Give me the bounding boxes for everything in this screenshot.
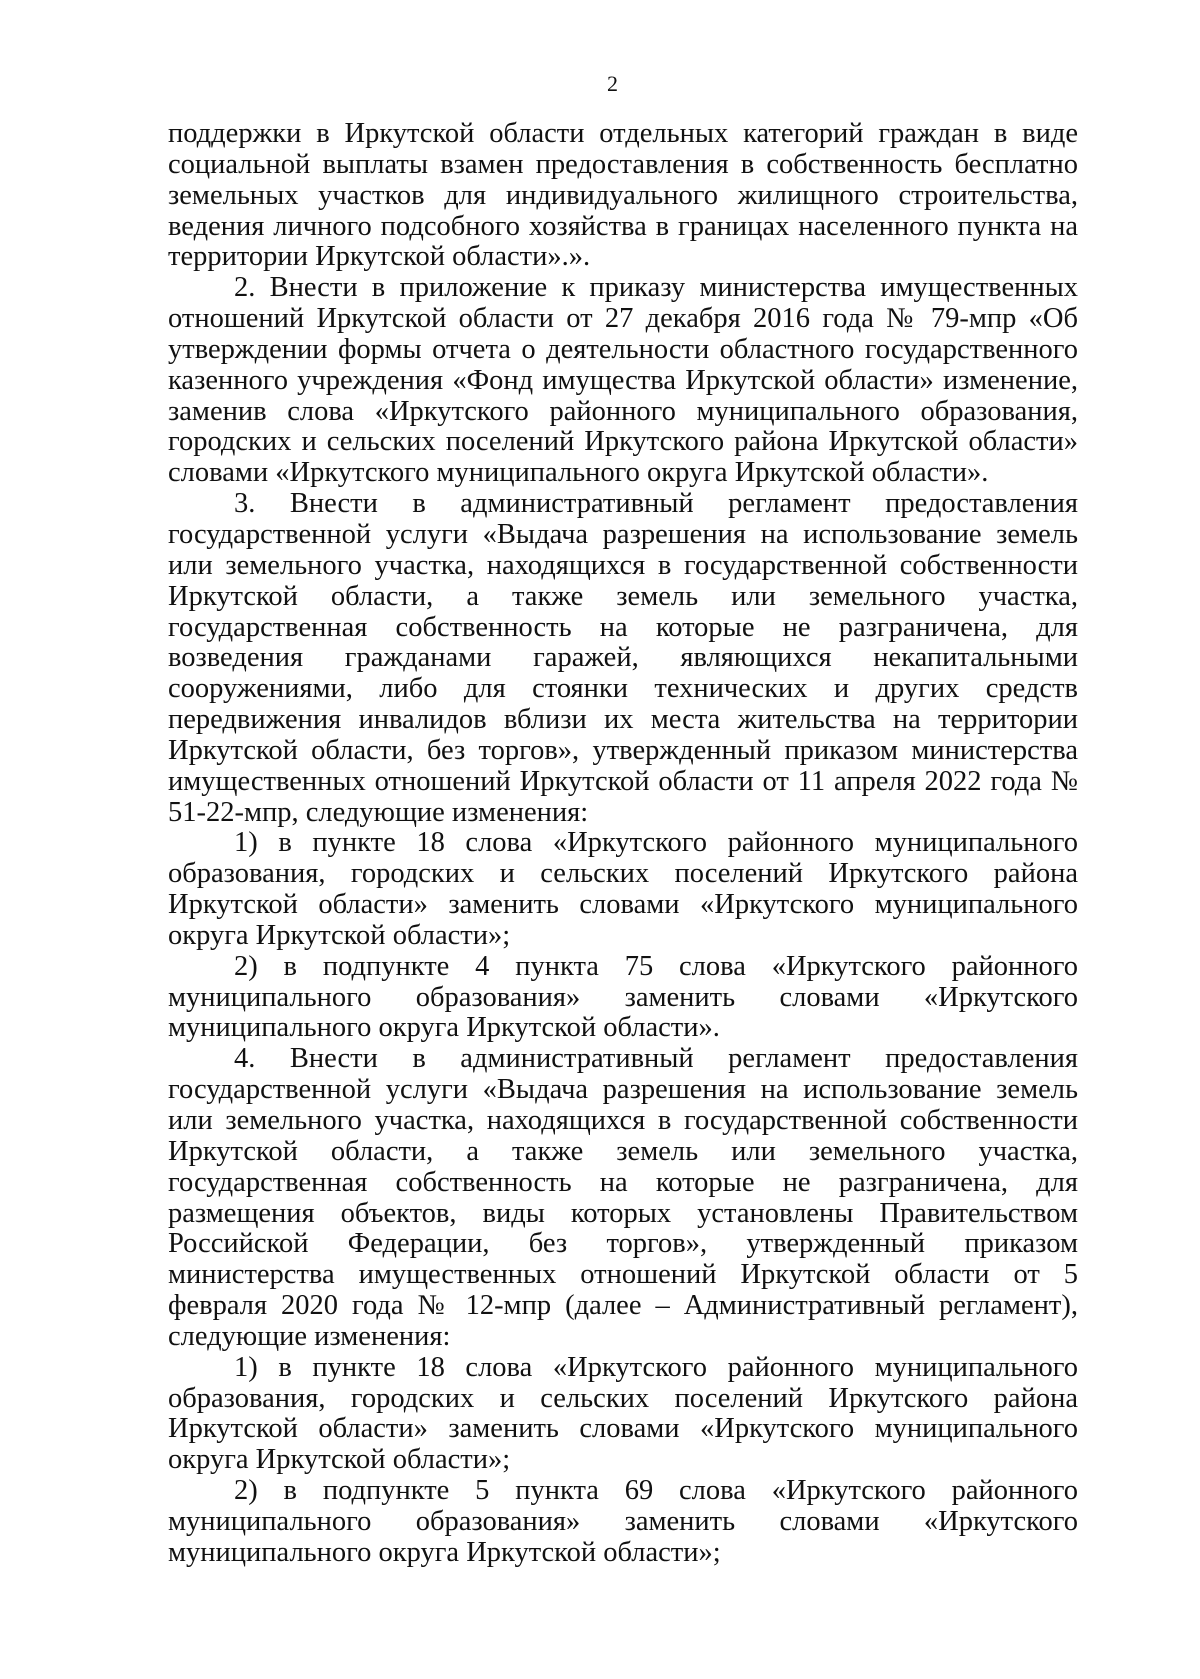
document-body (168, 119, 1078, 1569)
paragraph-item-4-subitem-2: 2) в подпункте 5 пункта 69 слова «Иркутского районного муниципального образования» заменить словами «Иркутского муниципального округа Иркутской области»; (168, 1475, 1078, 1568)
paragraph-continuation: поддержки в Иркутской области отдельных категорий граждан в виде социальной выплаты взамен предоставления в собственность бесплатно земельных участков для индивидуального жилищного строительства, ведения личного подсобного хозяйства в границах населенного пункта на территории Иркутской области».». (168, 118, 1078, 273)
page-number: 2 (607, 71, 618, 96)
paragraph-item-3: 3. Внести в административный регламент предоставления государственной услуги «Выдача разрешения на использование земель или земельного участка, находящихся в государственной собственности Иркутской области, а также земель или земельного участка, государственная собственность на которые не разграничена, для возведения гражданами гаражей, являющихся некапитальными сооружениями, либо для стоянки технических и других средств передвижения инвалидов вблизи их места жительства на территории Иркутской области, без торгов», утвержденный приказом министерства имущественных отношений Иркутской области от 11 апреля 2022 года № 51-22-мпр, следующие изменения: (168, 488, 1078, 828)
paragraph-item-3-subitem-2: 2) в подпункте 4 пункта 75 слова «Иркутского районного муниципального образования» заменить словами «Иркутского муниципального округа Иркутской области». (168, 950, 1078, 1044)
paragraph-item-3-subitem-1: 1) в пункте 18 слова «Иркутского районного муниципального образования, городских и сельских поселений Иркутского района Иркутской области» заменить словами «Иркутского муниципального округа Иркутской области»; (168, 827, 1078, 951)
paragraph-item-4-subitem-1: 1) в пункте 18 слова «Иркутского районного муниципального образования, городских и сельских поселений Иркутского района Иркутской области» заменить словами «Иркутского муниципального округа Иркутской области»; (168, 1351, 1078, 1476)
paragraph-item-4: 4. Внести в административный регламент предоставления государственной услуги «Выдача разрешения на использование земель или земельного участка, находящихся в государственной собственности Иркутской области, а также земель или земельного участка, государственная собственность на которые не разграничена, для размещения объектов, виды которых установлены Правительством Российской Федерации, без торгов», утвержденный приказом министерства имущественных отношений Иркутской области от 5 февраля 2020 года № 12-мпр (далее – Административный регламент), следующие изменения: (168, 1043, 1078, 1352)
paragraph-item-2: 2. Внести в приложение к приказу министерства имущественных отношений Иркутской области от 27 декабря 2016 года № 79-мпр «Об утверждении формы отчета о деятельности областного государственного казенного учреждения «Фонд имущества Иркутской области» изменение, заменив слова «Иркутского районного муниципального образования, городских и сельских поселений Иркутского района Иркутской области» словами «Иркутского муниципального округа Иркутской области». (168, 272, 1078, 489)
